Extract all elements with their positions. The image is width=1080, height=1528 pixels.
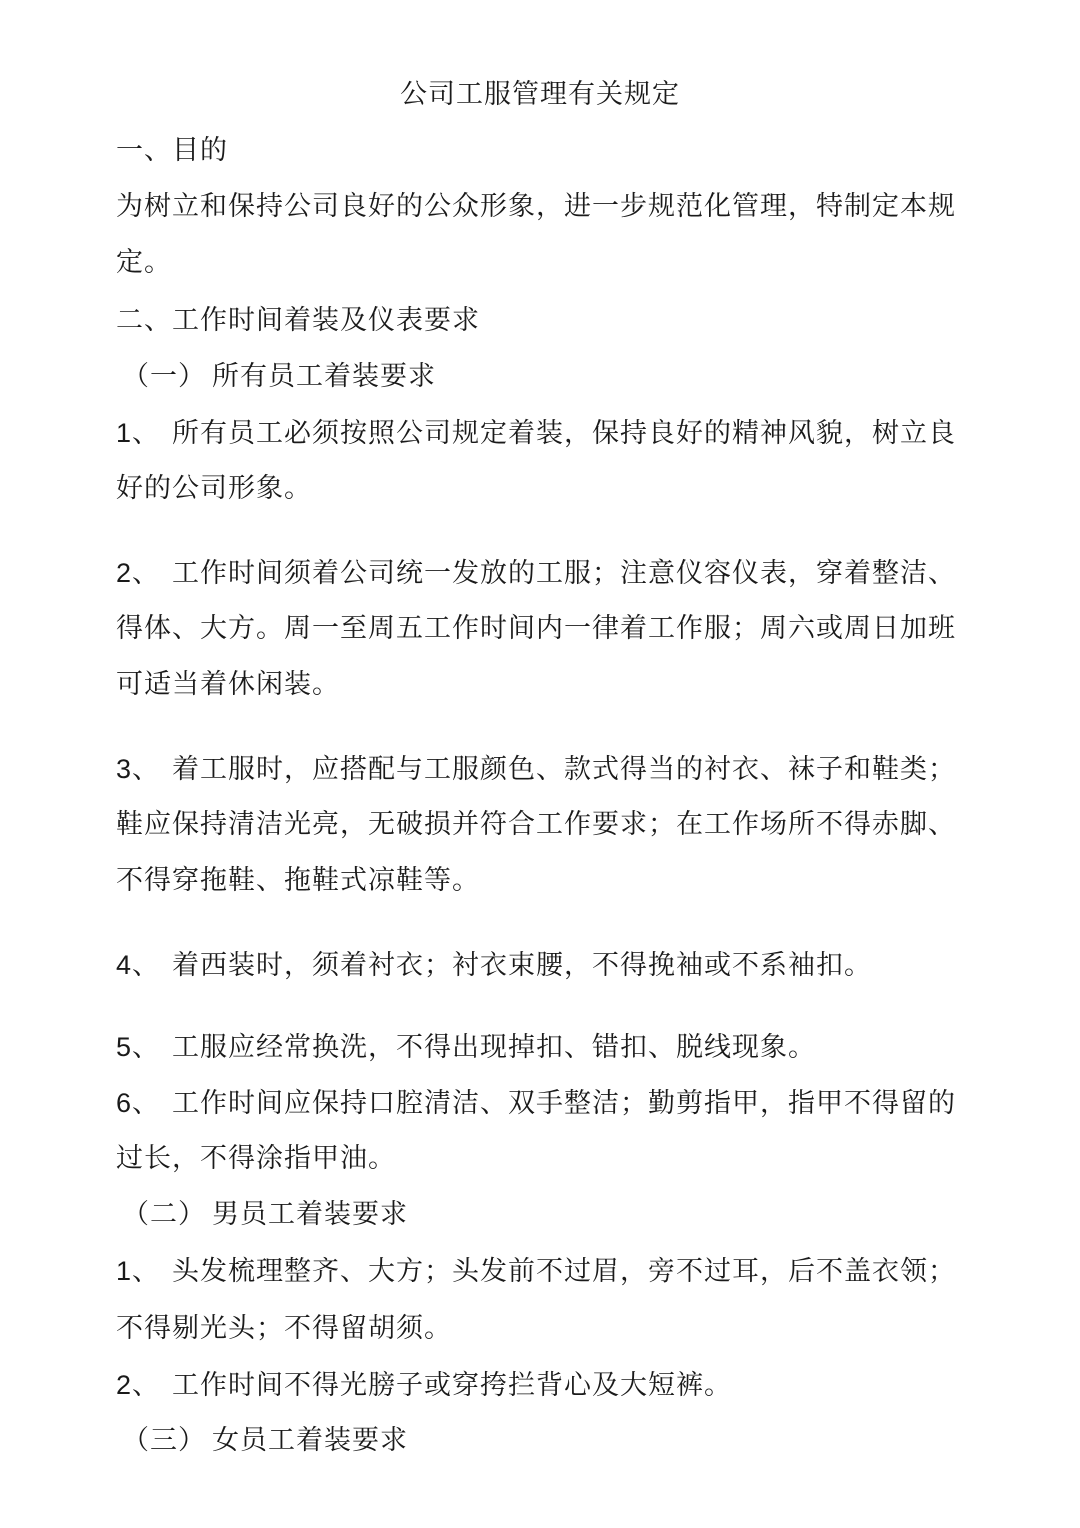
item-text: 着工服时，应搭配与工服颜色、款式得当的衬衣、袜子和鞋类； <box>172 754 956 785</box>
section-1-text-line-2: 定。 <box>116 247 172 278</box>
all-staff-item-1-line-1 <box>116 416 956 450</box>
subsection-1-number: （一） <box>122 361 206 392</box>
document-title: 公司工服管理有关规定 <box>400 79 680 110</box>
section-1-text-line-1: 为树立和保持公司良好的公众形象，进一步规范化管理，特制定本规 <box>116 191 956 222</box>
all-staff-item-5-line-1 <box>116 1030 816 1064</box>
item-number: 2、 <box>116 1370 161 1400</box>
subsection-2-number: （二） <box>122 1199 206 1230</box>
item-number: 4、 <box>116 950 161 980</box>
item-text: 工作时间应保持口腔清洁、双手整洁；勤剪指甲，指甲不得留的 <box>172 1088 956 1119</box>
subsection-2-label: 男员工着装要求 <box>212 1199 408 1230</box>
subsection-3-label: 女员工着装要求 <box>212 1425 408 1456</box>
subsection-1-label: 所有员工着装要求 <box>212 361 436 392</box>
item-text: 工作时间不得光膀子或穿挎拦背心及大短裤。 <box>172 1370 732 1401</box>
section-1-heading: 一、目的 <box>116 135 228 166</box>
male-item-2-line-1 <box>116 1368 732 1402</box>
all-staff-item-2-line-1 <box>116 556 956 590</box>
all-staff-item-3-line-1 <box>116 752 956 786</box>
item-number: 1、 <box>116 418 161 448</box>
all-staff-item-6-line-2: 过长，不得涂指甲油。 <box>116 1143 396 1174</box>
section-2-heading: 二、工作时间着装及仪表要求 <box>116 305 480 336</box>
item-text: 着西装时，须着衬衣；衬衣束腰，不得挽袖或不系袖扣。 <box>172 950 872 981</box>
all-staff-item-2-line-3: 可适当着休闲装。 <box>116 669 340 700</box>
item-text: 工作时间须着公司统一发放的工服；注意仪容仪表，穿着整洁、 <box>172 558 956 589</box>
all-staff-item-1-line-2: 好的公司形象。 <box>116 473 312 504</box>
subsection-1-heading <box>122 360 436 394</box>
all-staff-item-3-line-3: 不得穿拖鞋、拖鞋式凉鞋等。 <box>116 865 480 896</box>
item-text: 头发梳理整齐、大方；头发前不过眉，旁不过耳，后不盖衣领； <box>172 1256 956 1287</box>
item-text: 所有员工必须按照公司规定着装，保持良好的精神风貌，树立良 <box>172 418 956 449</box>
item-number: 1、 <box>116 1256 161 1286</box>
item-text: 工服应经常换洗，不得出现掉扣、错扣、脱线现象。 <box>172 1032 816 1063</box>
item-number: 2、 <box>116 558 161 588</box>
subsection-3-heading <box>122 1424 408 1458</box>
all-staff-item-2-line-2: 得体、大方。周一至周五工作时间内一律着工作服；周六或周日加班 <box>116 613 956 644</box>
all-staff-item-4-line-1 <box>116 948 872 982</box>
male-item-1-line-2: 不得剔光头；不得留胡须。 <box>116 1313 452 1344</box>
male-item-1-line-1 <box>116 1254 956 1288</box>
subsection-3-number: （三） <box>122 1425 206 1456</box>
all-staff-item-6-line-1 <box>116 1086 956 1120</box>
item-number: 3、 <box>116 754 161 784</box>
all-staff-item-3-line-2: 鞋应保持清洁光亮，无破损并符合工作要求；在工作场所不得赤脚、 <box>116 809 956 840</box>
subsection-2-heading <box>122 1198 408 1232</box>
item-number: 6、 <box>116 1088 161 1118</box>
item-number: 5、 <box>116 1032 161 1062</box>
